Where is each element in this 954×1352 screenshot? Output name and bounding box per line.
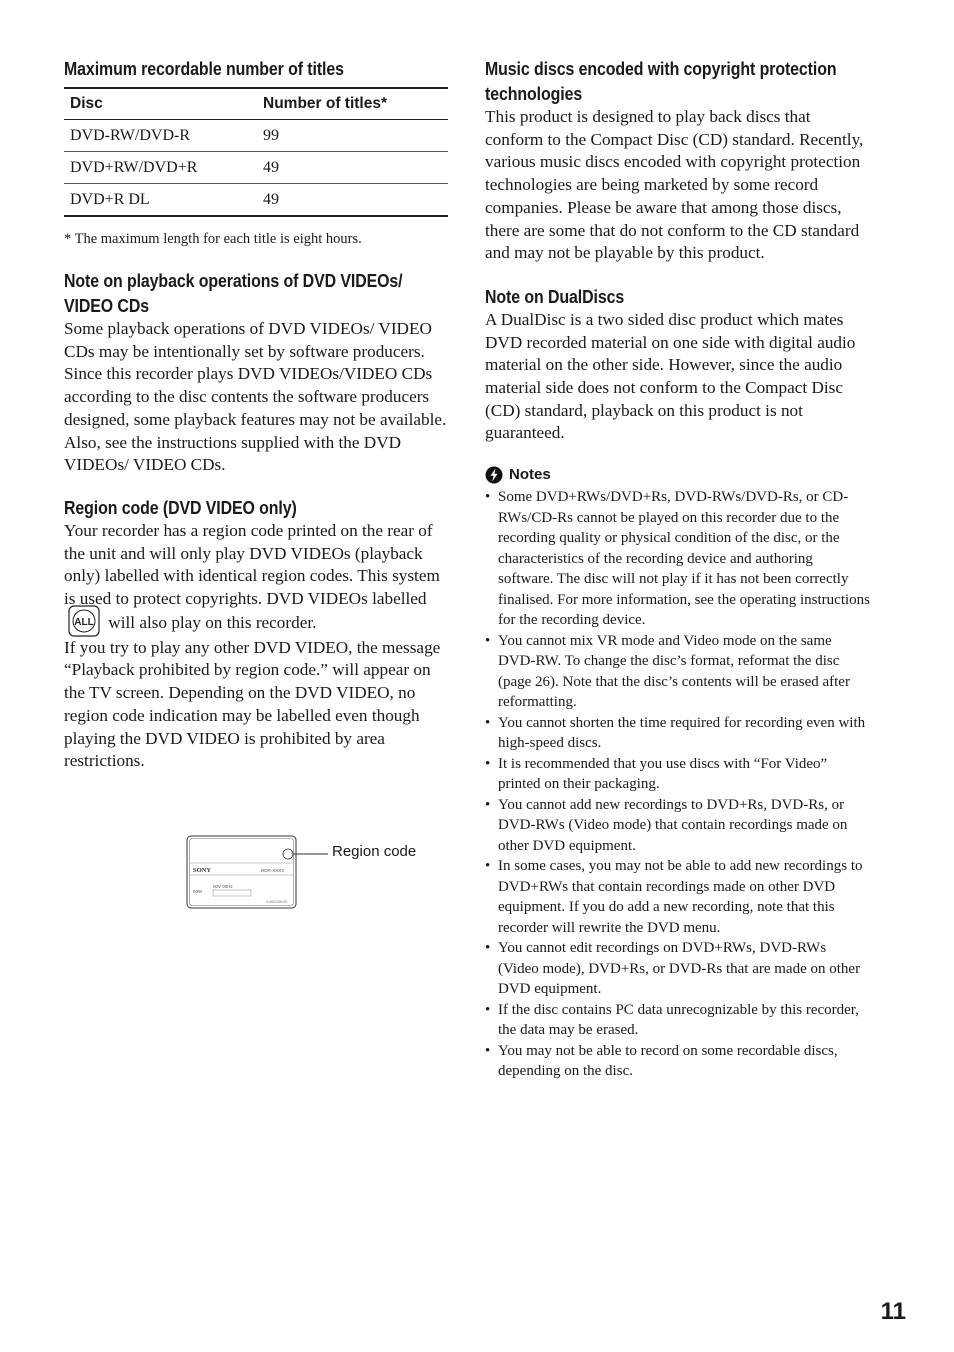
max-titles-table (64, 87, 448, 217)
table-cell-number: 99 (257, 120, 448, 152)
max-titles-heading: Maximum recordable number of titles (64, 58, 344, 79)
table-row (64, 152, 448, 184)
table-cell-disc: DVD+R DL (70, 190, 150, 208)
all-region-icon (68, 605, 100, 637)
notes-list (485, 487, 870, 1082)
left-column (64, 56, 448, 773)
list-item: • If the disc contains PC data unrecognizable by this recorder, the data may be erased. (485, 1000, 870, 1041)
table-row (64, 120, 448, 152)
music-section (485, 56, 870, 265)
figure-power: 00V 00Hz (213, 884, 233, 889)
notes-heading (485, 465, 870, 485)
region-code-label: Region code (332, 843, 417, 860)
list-item: • It is recommended that you use discs with “For Video” printed on their packaging. (485, 754, 870, 795)
table-header-row (64, 88, 448, 120)
notes-icon (485, 466, 503, 484)
table-cell-disc: DVD-RW/DVD-R (64, 120, 257, 152)
list-item: • You cannot add new recordings to DVD+Rs, DVD-Rs, or DVD-RWs (Video mode) that contain recordings made on other DVD equipment. (485, 795, 870, 857)
table-cell-disc: DVD+RW/DVD+R (64, 152, 257, 184)
region-heading: Region code (DVD VIDEO only) (64, 496, 297, 518)
music-heading: Music discs encoded with copyright protection technologies (485, 58, 837, 104)
region-section (64, 495, 448, 773)
region-body2: If you try to play any other DVD VIDEO, the message “Playback prohibited by region code.” will appear on the TV screen. Depending on the DVD VIDEO, no region code indication may be labelled even though playing the DVD VIDEO is prohibited by area restrictions. (64, 637, 441, 771)
right-column (485, 56, 870, 1082)
figure-brand: SONY (193, 867, 212, 874)
table-header-disc: Disc (64, 88, 257, 120)
dualdisc-heading: Note on DualDiscs (485, 285, 625, 307)
page-number: 11 (880, 1298, 906, 1325)
table-header-number: Number of titles* (257, 88, 448, 120)
figure-serial: 0-000-000-00 (266, 900, 288, 904)
dualdisc-body: A DualDisc is a two sided disc product which mates DVD recorded material on one side with digital audio material on the other side. However, since the audio material side does not conform to the Compact Disc (CD) standard, playback on this product is not guaranteed. (485, 309, 856, 443)
table-cell-number: 49 (257, 152, 448, 184)
list-item: • You cannot shorten the time required for recording even with high-speed discs. (485, 713, 870, 754)
playback-body: Some playback operations of DVD VIDEOs/ VIDEO CDs may be intentionally set by software producers. Since this recorder plays DVD VIDEOs/VIDEO CDs according to the disc contents the software producers designed, some playback features may not be available. Also, see the instructions supplied with the DVD VIDEOs/ VIDEO CDs. (64, 319, 447, 475)
notes-title: Notes (509, 466, 551, 484)
region-body (64, 520, 448, 637)
table-footnote: * The maximum length for each title is eight hours. (64, 231, 362, 247)
music-body: This product is designed to play back discs that conform to the Compact Disc (CD) standard. Recently, various music discs encoded with copyright protection technologies are being marketed by some record companies. Please be aware that among those discs, there are some that do not conform to the CD standard and may not be playable by this product. (485, 107, 864, 263)
figure-watts: 00W (193, 889, 203, 894)
list-item: • Some DVD+RWs/DVD+Rs, DVD-RWs/DVD-Rs, or CD-RWs/CD-Rs cannot be played on this recorder due to the recording quality or physical condition of the disc, or the characteristics of the recording device and authoring software. The disc will not play if it has not been correctly finalised. For more information, see the operating instructions for the recording device. (485, 487, 870, 631)
list-item: • You may not be able to record on some recordable discs, depending on the disc. (485, 1041, 870, 1082)
list-item: • In some cases, you may not be able to add new recordings to DVD+RWs that contain recordings made on other DVD equipment. If you do add a new recording, note that this recorder will rewrite the DVD menu. (485, 856, 870, 938)
list-item: • You cannot mix VR mode and Video mode on the same DVD-RW. To change the disc’s format, reformat the disc (page 26). Note that the disc’s contents will be erased after reformatting. (485, 631, 870, 713)
figure-model: RDR-XXXX (261, 868, 285, 873)
list-item: • You cannot edit recordings on DVD+RWs, DVD-RWs (Video mode), DVD+Rs, or DVD-Rs that are made on other DVD equipment. (485, 938, 870, 1000)
all-region-icon-text: ALL (74, 616, 94, 628)
table-row (64, 184, 448, 217)
region-code-figure (186, 835, 446, 910)
playback-heading: Note on playback operations of DVD VIDEOs/ VIDEO CDs (64, 270, 403, 316)
table-cell-number: 49 (263, 190, 279, 208)
dualdisc-section (485, 284, 870, 445)
region-body-part2: will also play on this recorder. (108, 612, 317, 632)
recorder-rear-panel (186, 835, 331, 910)
region-body-part1: Your recorder has a region code printed on the rear of the unit and will only play DVD VIDEOs (playback only) labelled with identical region codes. This system is used to protect copyrights. DVD VIDEOs labelled (64, 520, 440, 609)
playback-section (64, 268, 448, 477)
